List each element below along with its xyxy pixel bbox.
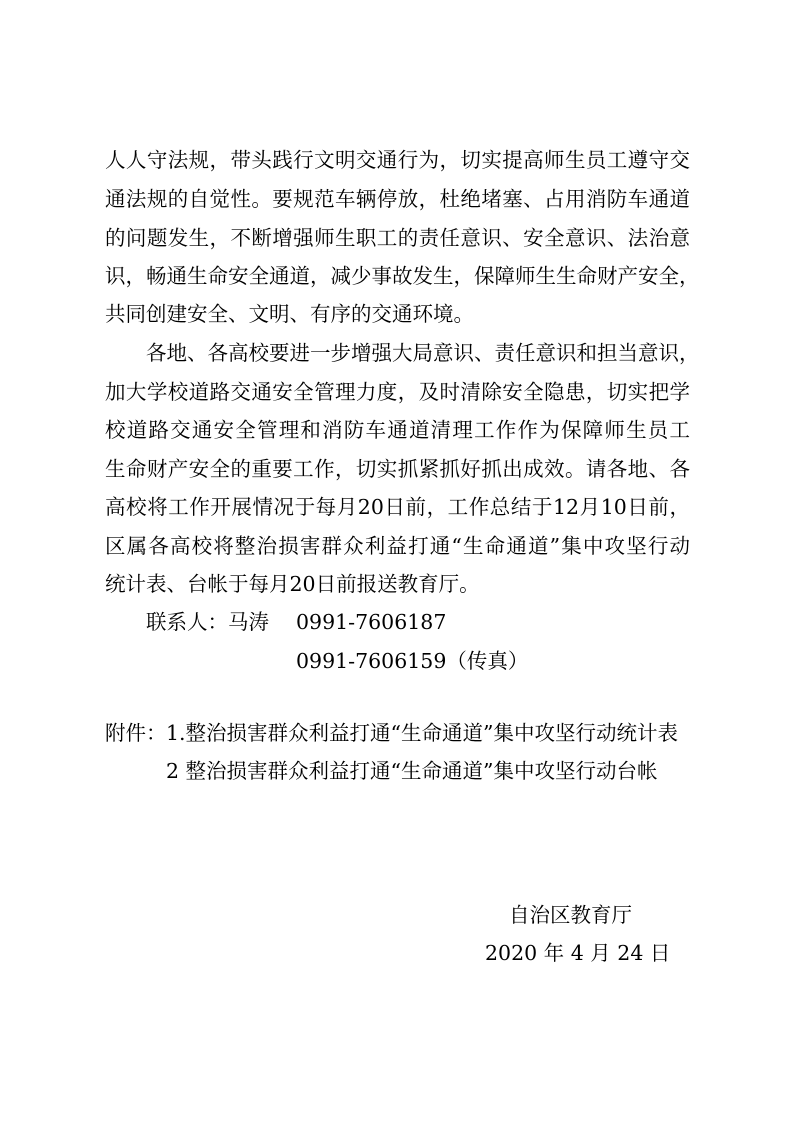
- paragraph-line: 识，畅通生命安全通道，减少事故发生，保障师生生命财产安全，: [105, 264, 700, 288]
- paragraph-line: 通法规的自觉性。要规范车辆停放，杜绝堵塞、占用消防车通道: [105, 187, 690, 211]
- signature-org: 自治区教育厅: [509, 903, 632, 927]
- attachment-item: 1.整治损害群众利益打通“生命通道”集中攻坚行动统计表: [166, 721, 679, 745]
- paragraph-line: 高校将工作开展情况于每月20日前，工作总结于12月10日前，: [105, 495, 690, 519]
- paragraph-line: 共同创建安全、文明、有序的交通环境。: [105, 302, 474, 326]
- contact-label: 联系人：马涛: [146, 610, 269, 634]
- contact-phone: 0991-7606187: [296, 610, 447, 634]
- contact-fax: 0991-7606159（传真）: [296, 649, 529, 673]
- paragraph-line: 加大学校道路交通安全管理力度，及时清除安全隐患，切实把学: [105, 380, 690, 404]
- paragraph-line: 生命财产安全的重要工作，切实抓紧抓好抓出成效。请各地、各: [105, 457, 690, 481]
- signature-date: 2020 年 4 月 24 日: [485, 941, 671, 965]
- attachment-item: 2 整治损害群众利益打通“生命通道”集中攻坚行动台帐: [166, 759, 658, 783]
- paragraph-line: 校道路交通安全管理和消防车通道清理工作作为保障师生员工: [105, 418, 690, 442]
- attachments-label: 附件：: [105, 721, 167, 745]
- paragraph-line: 统计表、台帐于每月20日前报送教育厅。: [105, 572, 480, 596]
- paragraph-line: 各地、各高校要进一步增强大局意识、责任意识和担当意识，: [146, 341, 700, 365]
- paragraph-line: 的问题发生，不断增强师生职工的责任意识、安全意识、法治意: [105, 226, 690, 250]
- paragraph-line: 区属各高校将整治损害群众利益打通“生命通道”集中攻坚行动: [105, 534, 690, 558]
- paragraph-line: 人人守法规，带头践行文明交通行为，切实提高师生员工遵守交: [105, 148, 690, 172]
